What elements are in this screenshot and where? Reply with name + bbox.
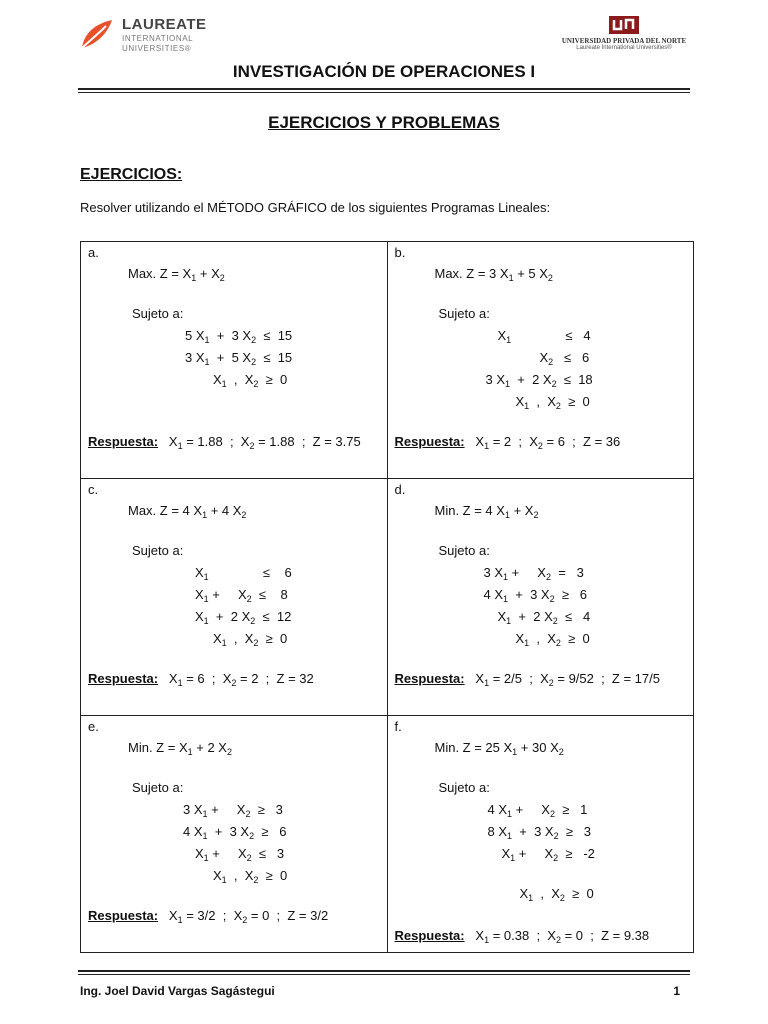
constraint: 4 $X_1 + 3$ $X_2 \ge 6$ xyxy=(183,824,287,841)
constraint: 4 $X_1$ + $X_2 \ge 1$ xyxy=(487,802,588,819)
problem-letter: c. xyxy=(88,482,99,497)
sujeto-label: Sujeto a: xyxy=(438,780,490,795)
constraint: $X_1$ ≤ 4 xyxy=(497,328,591,345)
sujeto-label: Sujeto a: xyxy=(438,306,490,321)
constraint: $X_1$ , $X_2 \ge 0$ xyxy=(213,372,288,389)
laureate-name: LAUREATE xyxy=(122,16,207,33)
constraint: $X_1$ + $X_2$ ≤ 8 xyxy=(195,587,288,604)
problem-letter: a. xyxy=(88,245,99,260)
constraint: 3 $X_1$ + $X_2 = 3$ xyxy=(483,565,584,582)
ejercicios-heading: EJERCICIOS: xyxy=(80,166,183,183)
objective-function: Min. Z = 4 $X_1 + X_2$ xyxy=(434,503,539,520)
respuesta-label: Respuesta: xyxy=(394,434,465,449)
constraint: $X_1$ , $X_2 \ge 0$ xyxy=(515,394,590,411)
constraint: $X_1$ , $X_2 \ge 0$ xyxy=(519,886,594,903)
constraint: $X_1$ , $X_2 \ge 0$ xyxy=(213,868,288,885)
laureate-leaf-icon xyxy=(78,18,116,52)
footer-divider-thin xyxy=(78,974,690,975)
constraint: 3 $X_1 + 5$ $X_2 \le 15$ xyxy=(185,350,293,367)
upn-name: UNIVERSIDAD PRIVADA DEL NORTE xyxy=(561,37,687,45)
problem-cell-b xyxy=(387,242,694,479)
problem-cell-a xyxy=(81,242,388,479)
footer-divider xyxy=(78,970,690,972)
answer-line: Respuesta: $X_1 = 1.88$ ; $X_2 = 1.88$ ; Z = 3.75 xyxy=(88,434,361,451)
course-title: INVESTIGACIÓN DE OPERACIONES I xyxy=(232,62,536,81)
page-number: 1 xyxy=(673,984,680,998)
problem-cell-e xyxy=(81,716,388,953)
constraint: $X_1$ , $X_2 \ge 0$ xyxy=(213,631,288,648)
objective-function: Max. $Z = X_1 + X_2$ xyxy=(128,266,225,283)
objective-function: Min. Z = 25 $X_1 + 30$ $X_2$ xyxy=(434,740,564,757)
constraint: 5 $X_1 + 3$ $X_2 \le 15$ xyxy=(185,328,293,345)
laureate-logo xyxy=(78,14,208,56)
answer-line: Respuesta: $X_1 = 2$ ; $X_2 = 6$ ; Z = 36 xyxy=(394,434,621,451)
sujeto-label: Sujeto a: xyxy=(438,543,490,558)
constraint: 8 $X_1 + 3$ $X_2 \ge 3$ xyxy=(487,824,592,841)
problem-letter: b. xyxy=(394,245,406,260)
constraint: $X_1$ ≤ 6 xyxy=(195,565,292,582)
upn-logo xyxy=(554,16,694,60)
constraint: $X_1$ + $X_2 \ge -2$ xyxy=(501,846,595,863)
sujeto-label: Sujeto a: xyxy=(132,780,184,795)
instructions: Resolver utilizando el MÉTODO GRÁFICO de los siguientes Programas Lineales: xyxy=(80,200,551,215)
upn-emblem-icon xyxy=(609,16,639,34)
constraint: $X_1$ , $X_2 \ge 0$ xyxy=(515,631,590,648)
constraint: $X_1 + 2$ $X_2 \le 4$ xyxy=(497,609,591,626)
problem-cell-c xyxy=(81,479,388,716)
sujeto-label: Sujeto a: xyxy=(132,543,184,558)
problem-letter: d. xyxy=(394,482,406,497)
problem-letter: f. xyxy=(394,719,402,734)
header-divider-thin xyxy=(78,92,690,93)
constraint: $X_1 + 2$ $X_2 \le 12$ xyxy=(195,609,292,626)
objective-function: Min. $Z = X_1 + 2$ $X_2$ xyxy=(128,740,232,757)
laureate-line2: UNIVERSITIES® xyxy=(122,44,192,53)
answer-line: Respuesta: $X_1 = 0.38$ ; $X_2 = 0$ ; Z = 9.38 xyxy=(394,928,650,945)
answer-line: Respuesta: $X_1 = 3/2$ ; $X_2 = 0$ ; Z = 3/2 xyxy=(88,908,329,925)
problems-table xyxy=(80,241,694,953)
problem-cell-d xyxy=(387,479,694,716)
problem-cell-f xyxy=(387,716,694,953)
respuesta-label: Respuesta: xyxy=(88,908,159,923)
objective-function: Max. Z = 3 $X_1 + 5$ $X_2$ xyxy=(434,266,553,283)
constraint: 4 $X_1 + 3$ $X_2 \ge 6$ xyxy=(483,587,588,604)
footer-author: Ing. Joel David Vargas Sagástegui xyxy=(80,984,275,998)
constraint: 3 $X_1$ + $X_2 \ge 3$ xyxy=(183,802,283,819)
respuesta-label: Respuesta: xyxy=(88,434,159,449)
problem-letter: e. xyxy=(88,719,99,734)
header-divider xyxy=(78,88,690,90)
constraint: $X_1$ + $X_2 \le 3$ xyxy=(195,846,285,863)
constraint: 3 $X_1 + 2$ $X_2 \le 18$ xyxy=(485,372,593,389)
constraint: $X_2 \le 6$ xyxy=(539,350,590,367)
answer-line: Respuesta: $X_1 = 6$ ; $X_2 = 2$ ; Z = 32 xyxy=(88,671,314,688)
respuesta-label: Respuesta: xyxy=(394,928,465,943)
respuesta-label: Respuesta: xyxy=(88,671,159,686)
objective-function: Max. Z = 4 $X_1 + 4$ $X_2$ xyxy=(128,503,247,520)
sujeto-label: Sujeto a: xyxy=(132,306,184,321)
answer-line: Respuesta: $X_1 = 2/5$ ; $X_2 = 9/52$ ; Z = 17/5 xyxy=(394,671,660,688)
upn-sub: Laureate International Universities® xyxy=(576,45,672,51)
laureate-line1: INTERNATIONAL xyxy=(122,34,194,43)
section-title: EJERCICIOS Y PROBLEMAS xyxy=(268,113,500,132)
respuesta-label: Respuesta: xyxy=(394,671,465,686)
